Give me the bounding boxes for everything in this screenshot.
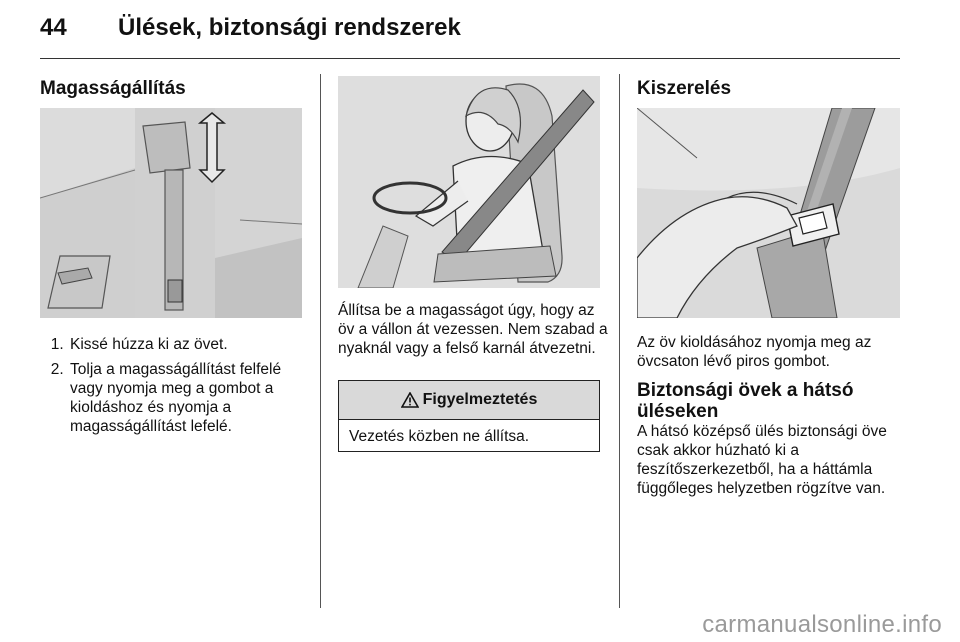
steps-list — [40, 335, 305, 436]
driver-seatbelt-illustration — [338, 76, 600, 288]
seatbelt-height-adjuster-icon — [40, 108, 302, 318]
height-adjust-paragraph: Állítsa be a magasságot úgy, hogy az öv a vállon át vezessen. Nem szabad a nyaknál vagy a felső karnál átvezetni. — [338, 302, 608, 357]
warning-text: Vezetés közben ne állítsa. — [349, 428, 530, 445]
section-heading-height-adjust: Magasságállítás — [40, 78, 186, 99]
header-divider — [40, 58, 900, 59]
removal-paragraph: Az öv kioldásához nyomja meg az övcsaton lévő piros gombot. — [637, 334, 872, 370]
warning-box — [338, 380, 600, 452]
column-divider-right — [619, 74, 620, 608]
section-heading-removal: Kiszerelés — [637, 78, 732, 99]
page-number: 44 — [40, 14, 67, 41]
section-heading-rear-seatbelts: Biztonsági övek a hátsó üléseken — [637, 380, 854, 422]
rear-seatbelts-paragraph: A hátsó középső ülés biztonsági öve csak akkor húzható ki a feszítőszerkezetből, ha a háttámla függőleges helyzetben rögzítve van. — [637, 423, 887, 497]
steps-list-container — [40, 335, 305, 442]
buckle-release-icon — [637, 108, 900, 318]
watermark: carmanualsonline.info — [702, 611, 942, 638]
warning-title: Figyelmeztetés — [422, 391, 538, 408]
warning-header — [339, 381, 599, 420]
column-divider-left — [320, 74, 321, 608]
buckle-release-illustration — [637, 108, 900, 318]
step-item-2: 2. Tolja a magasságállítást felfelé vagy nyomja meg a gombot a kioldáshoz és nyomja a magasságállítást lefelé. — [68, 360, 305, 436]
step-item-1: 1. Kissé húzza ki az övet. — [68, 335, 305, 354]
driver-seatbelt-icon — [338, 76, 600, 288]
page-title: Ülések, biztonsági rendszerek — [118, 14, 461, 41]
warning-triangle-icon — [401, 392, 419, 408]
seatbelt-height-adjuster-illustration — [40, 108, 302, 318]
